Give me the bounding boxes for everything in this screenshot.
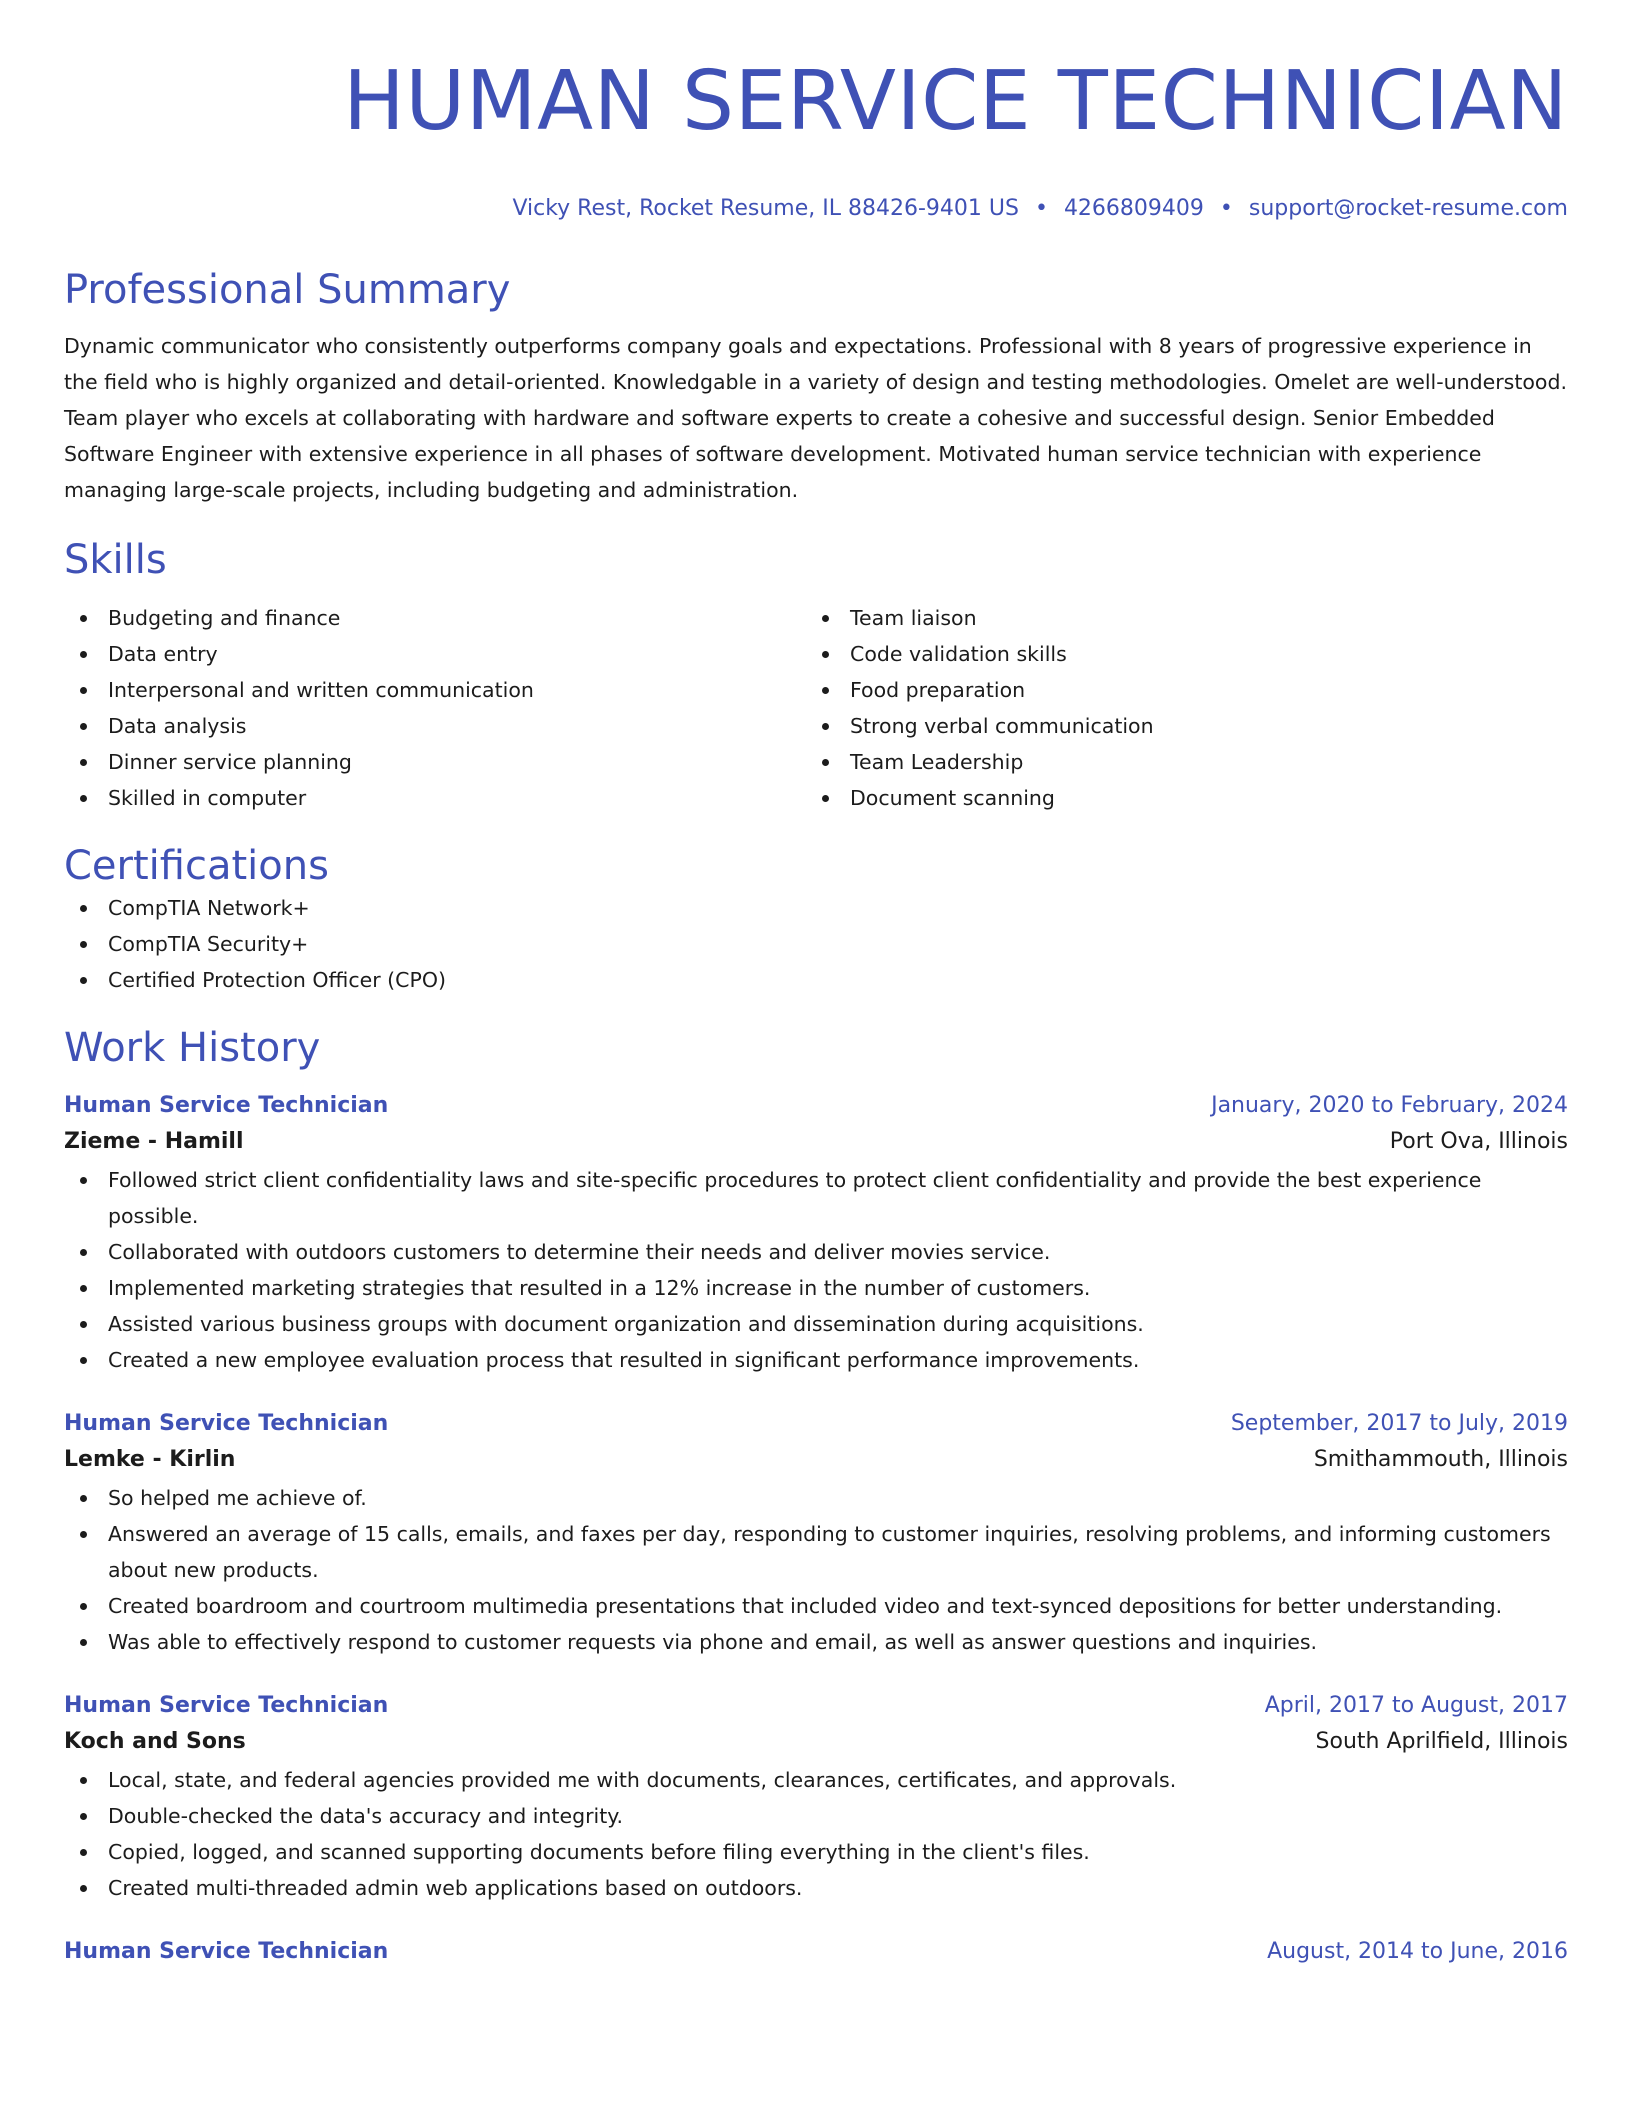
job-dates: August, 2014 to June, 2016 <box>1267 1939 1568 1964</box>
job-duty: Implemented marketing strategies that resulted in a 12% increase in the number of customers. <box>64 1270 1568 1306</box>
job-header-row <box>64 1936 1568 1968</box>
job-title: Human Service Technician <box>64 1693 389 1718</box>
job-company: Koch and Sons <box>64 1729 246 1754</box>
job-company-row <box>64 1722 1568 1762</box>
skill-item: Team liaison <box>806 600 1548 636</box>
separator-dot: • <box>1219 196 1233 221</box>
contact-phone[interactable]: 4266809409 <box>1063 196 1204 221</box>
skill-item: Strong verbal communication <box>806 708 1548 744</box>
skill-item: Budgeting and finance <box>64 600 806 636</box>
job-header-row <box>64 1690 1568 1722</box>
job-duties-list <box>64 1162 1568 1378</box>
job-location: Smithammouth, Illinois <box>1313 1447 1568 1472</box>
skill-item: Data entry <box>64 636 806 672</box>
job-company-row <box>64 1440 1568 1480</box>
certification-item: CompTIA Network+ <box>64 890 1568 926</box>
skill-item: Document scanning <box>806 780 1548 816</box>
job-entry <box>64 1408 1568 1660</box>
resume-page <box>64 0 1568 1968</box>
skills-heading: Skills <box>64 537 167 583</box>
job-duty: Was able to effectively respond to customer requests via phone and email, as well as answer questions and inquiries. <box>64 1624 1568 1660</box>
job-duty: Followed strict client confidentiality laws and site-specific procedures to protect client confidentiality and provide the best experience possible. <box>64 1162 1568 1234</box>
job-duty: Assisted various business groups with document organization and dissemination during acquisitions. <box>64 1306 1568 1342</box>
job-duty: Collaborated with outdoors customers to determine their needs and deliver movies service. <box>64 1234 1568 1270</box>
skills-list-right <box>806 600 1548 816</box>
job-duty: Created boardroom and courtroom multimedia presentations that included video and text-synced depositions for better understanding. <box>64 1588 1568 1624</box>
job-company: Zieme - Hamill <box>64 1129 244 1154</box>
separator-dot: • <box>1034 196 1048 221</box>
skills-list-left <box>64 600 806 816</box>
job-entry <box>64 1936 1568 1968</box>
certifications-heading: Certifications <box>64 843 329 889</box>
skills-column-right <box>806 600 1548 816</box>
job-entry <box>64 1090 1568 1378</box>
job-header-row <box>64 1408 1568 1440</box>
contact-email[interactable]: support@rocket-resume.com <box>1248 196 1568 221</box>
skills-column-left <box>64 600 806 816</box>
job-duty: So helped me achieve of. <box>64 1480 1568 1516</box>
job-dates: January, 2020 to February, 2024 <box>1211 1093 1568 1118</box>
job-duty: Local, state, and federal agencies provided me with documents, clearances, certificates, and approvals. <box>64 1762 1568 1798</box>
skill-item: Dinner service planning <box>64 744 806 780</box>
job-title: Human Service Technician <box>64 1093 389 1118</box>
job-duty: Copied, logged, and scanned supporting documents before filing everything in the client's files. <box>64 1834 1568 1870</box>
job-header-row <box>64 1090 1568 1122</box>
job-duties-list <box>64 1762 1568 1906</box>
job-company-row <box>64 1122 1568 1162</box>
job-title: Human Service Technician <box>64 1939 389 1964</box>
job-title: Human Service Technician <box>64 1411 389 1436</box>
job-duty: Double-checked the data's accuracy and integrity. <box>64 1798 1568 1834</box>
job-dates: September, 2017 to July, 2019 <box>1230 1411 1568 1436</box>
job-entry <box>64 1690 1568 1906</box>
skill-item: Skilled in computer <box>64 780 806 816</box>
contact-line <box>64 194 1568 224</box>
skill-item: Team Leadership <box>806 744 1548 780</box>
job-duties-list <box>64 1480 1568 1660</box>
work-history-heading: Work History <box>64 1025 321 1071</box>
skills-grid <box>64 600 1568 816</box>
job-duty: Created a new employee evaluation process that resulted in significant performance improvements. <box>64 1342 1568 1378</box>
job-duty: Created multi-threaded admin web applications based on outdoors. <box>64 1870 1568 1906</box>
skill-item: Code validation skills <box>806 636 1548 672</box>
certification-item: CompTIA Security+ <box>64 926 1568 962</box>
summary-heading: Professional Summary <box>64 267 511 313</box>
certification-item: Certified Protection Officer (CPO) <box>64 962 1568 998</box>
job-location: South Aprilfield, Illinois <box>1315 1729 1568 1754</box>
job-dates: April, 2017 to August, 2017 <box>1264 1693 1568 1718</box>
job-company: Lemke - Kirlin <box>64 1447 236 1472</box>
resume-title: HUMAN SERVICE TECHNICIAN <box>343 54 1568 149</box>
job-duty: Answered an average of 15 calls, emails, and faxes per day, responding to customer inquiries, resolving problems, and informing customers about new products. <box>64 1516 1568 1588</box>
job-location: Port Ova, Illinois <box>1389 1129 1568 1154</box>
skill-item: Interpersonal and written communication <box>64 672 806 708</box>
certifications-list <box>64 890 1568 998</box>
skill-item: Data analysis <box>64 708 806 744</box>
skill-item: Food preparation <box>806 672 1548 708</box>
contact-address: Vicky Rest, Rocket Resume, IL 88426-9401 US <box>512 196 1019 221</box>
summary-text: Dynamic communicator who consistently outperforms company goals and expectations. Professional with 8 years of progressive experience in the field who is highly organized and detail-oriented. Knowledgable in a variety of design and testing methodologies. Omelet are well-understood. Team player who excels at collaborating with hardware and software experts to create a cohesive and successful design. Senior Embedded Software Engineer with extensive experience in all phases of software development. Motivated human service technician with experience managing large-scale projects, including budgeting and administration. <box>64 334 1567 502</box>
